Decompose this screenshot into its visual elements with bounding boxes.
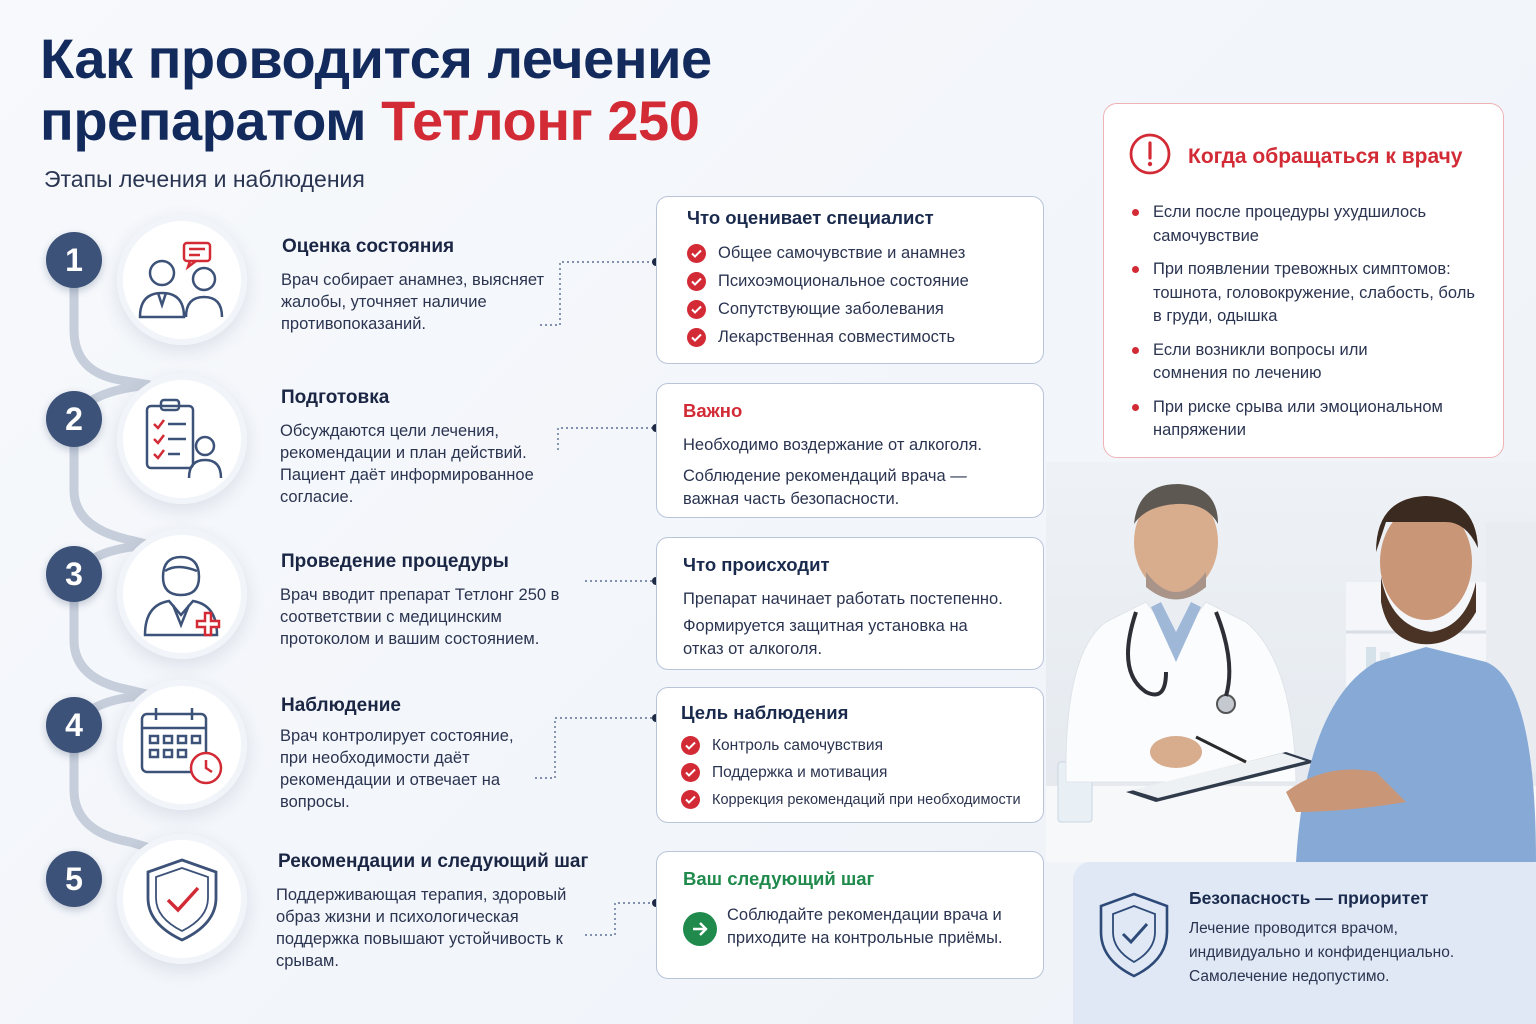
safety-text-warning: Самолечение недопустимо. (1189, 968, 1390, 985)
card-paragraph: Необходимо воздержание от алкоголя. (683, 436, 983, 454)
card-next-step (656, 851, 1044, 979)
step-number-1: 1 (46, 232, 102, 288)
checkmark-icon (687, 300, 706, 319)
title-line-2: препаратом Тетлонг 250 (40, 89, 700, 152)
step-number-5: 5 (46, 851, 102, 907)
when-to-see-doctor-box (1103, 103, 1504, 458)
safety-priority-box (1073, 862, 1536, 1024)
page-subtitle: Этапы лечения и наблюдения (44, 166, 365, 192)
exclamation-icon (1128, 132, 1172, 181)
card-paragraph: Препарат начинает работать постепенно. (683, 590, 1003, 608)
checkmark-icon (681, 736, 700, 755)
checkmark-icon (681, 763, 700, 782)
doctor-medical-cross-icon (117, 529, 247, 659)
step-number-2: 2 (46, 391, 102, 447)
step-title-1: Оценка состояния (282, 236, 455, 257)
card-paragraph: Формируется защитная установка на отказ от алкоголя. (683, 617, 968, 658)
card-title: Что происходит (683, 554, 830, 575)
list-item: Если возникли вопросы или сомнения по лечению (1128, 339, 1378, 386)
step-number-4: 4 (46, 697, 102, 753)
checkmark-icon (681, 790, 700, 809)
card-title: Важно (683, 400, 743, 421)
list-item: Поддержка и мотивация (681, 759, 1037, 786)
shield-check-icon (117, 834, 247, 964)
alert-title: Когда обращаться к врачу (1188, 144, 1463, 168)
arrow-right-icon (683, 912, 717, 946)
step-title-3: Проведение процедуры (281, 551, 509, 572)
card-title: Что оценивает специалист (687, 207, 934, 228)
list-item: При появлении тревожных симптомов: тошнота, головокружение, слабость, боль в груди, одышка (1128, 258, 1479, 329)
list-item: Психоэмоциональное состояние (687, 267, 1017, 295)
step-title-4: Наблюдение (281, 695, 401, 716)
shield-check-icon (1097, 890, 1171, 998)
card-important (656, 383, 1044, 518)
step-text-5: Поддерживающая терапия, здоровый образ жизни и психологическая поддержка повышают устойчивость к срывам. (276, 886, 567, 970)
safety-text: Лечение проводится врачом, индивидуально и конфиденциально. (1189, 920, 1455, 961)
checkmark-icon (687, 328, 706, 347)
title-accent: Тетлонг 250 (381, 89, 700, 152)
clipboard-checklist-icon (117, 374, 247, 504)
calendar-clock-icon (117, 680, 247, 810)
card-paragraph: Соблюдайте рекомендации врача и приходите на контрольные приёмы. (727, 906, 1003, 947)
list-item: Контроль самочувствия (681, 732, 1037, 759)
list-item: Если после процедуры ухудшилось самочувствие (1128, 201, 1448, 248)
step-text-4: Врач контролирует состояние, при необходимости даёт рекомендации и отвечает на вопросы. (280, 727, 514, 811)
list-item: Лекарственная совместимость (687, 323, 1017, 351)
step-text-1: Врач собирает анамнез, выясняет жалобы, уточняет наличие противопоказаний. (281, 271, 545, 333)
step-title-2: Подготовка (281, 387, 390, 408)
safety-title: Безопасность — приоритет (1189, 888, 1429, 908)
step-text-3: Врач вводит препарат Тетлонг 250 в соответствии с медицинским протоколом и вашим состоянием. (280, 586, 560, 648)
card-title: Цель наблюдения (681, 702, 849, 723)
list-item: Сопутствующие заболевания (687, 295, 1017, 323)
card-what-specialist-evaluates (656, 196, 1044, 364)
card-title: Ваш следующий шаг (683, 868, 875, 889)
card-observation-goal (656, 687, 1044, 823)
list-item: При риске срыва или эмоциональном напряжении (1128, 396, 1479, 443)
checkmark-icon (687, 272, 706, 291)
step-text-2: Обсуждаются цели лечения, рекомендации и план действий. Пациент даёт информированное согласие. (280, 422, 534, 506)
checkmark-icon (687, 244, 706, 263)
doctor-patient-chat-icon (117, 215, 247, 345)
title-line-1: Как проводится лечение (40, 27, 712, 90)
card-what-happens (656, 537, 1044, 670)
card-paragraph: Соблюдение рекомендаций врача — важная часть безопасности. (683, 467, 967, 508)
doctor-patient-photo (1046, 462, 1536, 862)
list-item: Общее самочувствие и анамнез (687, 239, 1017, 267)
list-item: Коррекция рекомендаций при необходимости (681, 786, 1037, 813)
dotted-connectors (530, 250, 665, 950)
step-title-5: Рекомендации и следующий шаг (278, 851, 589, 872)
step-number-3: 3 (46, 546, 102, 602)
